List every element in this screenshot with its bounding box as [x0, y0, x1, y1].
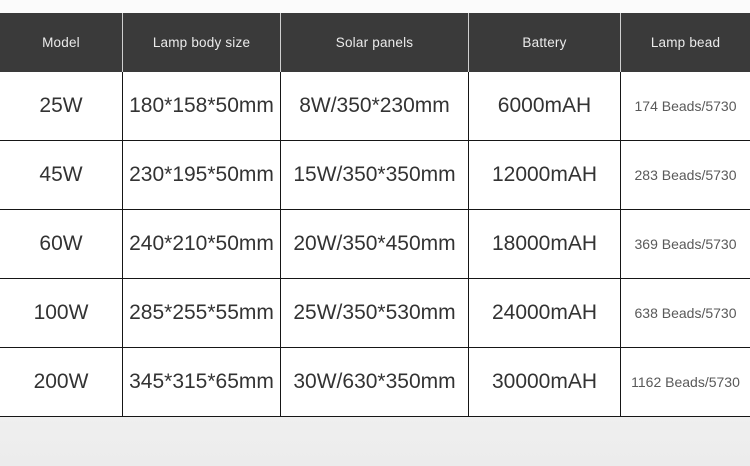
cell-solar-panels: 25W/350*530mm	[280, 279, 468, 347]
table-row	[0, 210, 750, 279]
header-cell-lamp-body-size: Lamp body size	[122, 13, 280, 72]
cell-solar-panels: 20W/350*450mm	[280, 210, 468, 278]
header-cell-lamp-bead: Lamp bead	[620, 13, 750, 72]
header-cell-model: Model	[42, 35, 80, 50]
cell-battery: 12000mAH	[468, 141, 620, 209]
cell-lamp-bead: 283 Beads/5730	[620, 141, 750, 209]
cell-solar-panels: 8W/350*230mm	[280, 72, 468, 140]
table-header-row	[0, 13, 750, 72]
cell-model: 200W	[33, 370, 89, 393]
cell-battery: 6000mAH	[468, 72, 620, 140]
header-cell-battery: Battery	[468, 13, 620, 72]
table-row	[0, 279, 750, 348]
cell-model: 25W	[39, 94, 83, 117]
cell-lamp-bead: 1162 Beads/5730	[620, 348, 750, 416]
table-row	[0, 348, 750, 417]
cell-lamp-bead: 638 Beads/5730	[620, 279, 750, 347]
cell-battery: 30000mAH	[468, 348, 620, 416]
cell-lamp-body-size: 180*158*50mm	[122, 72, 280, 140]
header-cell-solar-panels: Solar panels	[280, 13, 468, 72]
cell-model: 45W	[39, 163, 83, 186]
cell-battery: 24000mAH	[468, 279, 620, 347]
cell-model: 100W	[33, 301, 89, 324]
cell-solar-panels: 15W/350*350mm	[280, 141, 468, 209]
cell-lamp-body-size: 230*195*50mm	[122, 141, 280, 209]
cell-lamp-body-size: 240*210*50mm	[122, 210, 280, 278]
cell-lamp-bead: 369 Beads/5730	[620, 210, 750, 278]
cell-battery: 18000mAH	[468, 210, 620, 278]
cell-solar-panels: 30W/630*350mm	[280, 348, 468, 416]
cell-lamp-body-size: 285*255*55mm	[122, 279, 280, 347]
spec-table	[0, 13, 750, 417]
cell-model: 60W	[39, 232, 83, 255]
cell-lamp-body-size: 345*315*65mm	[122, 348, 280, 416]
cell-lamp-bead: 174 Beads/5730	[620, 72, 750, 140]
table-row	[0, 141, 750, 210]
table-row	[0, 72, 750, 141]
